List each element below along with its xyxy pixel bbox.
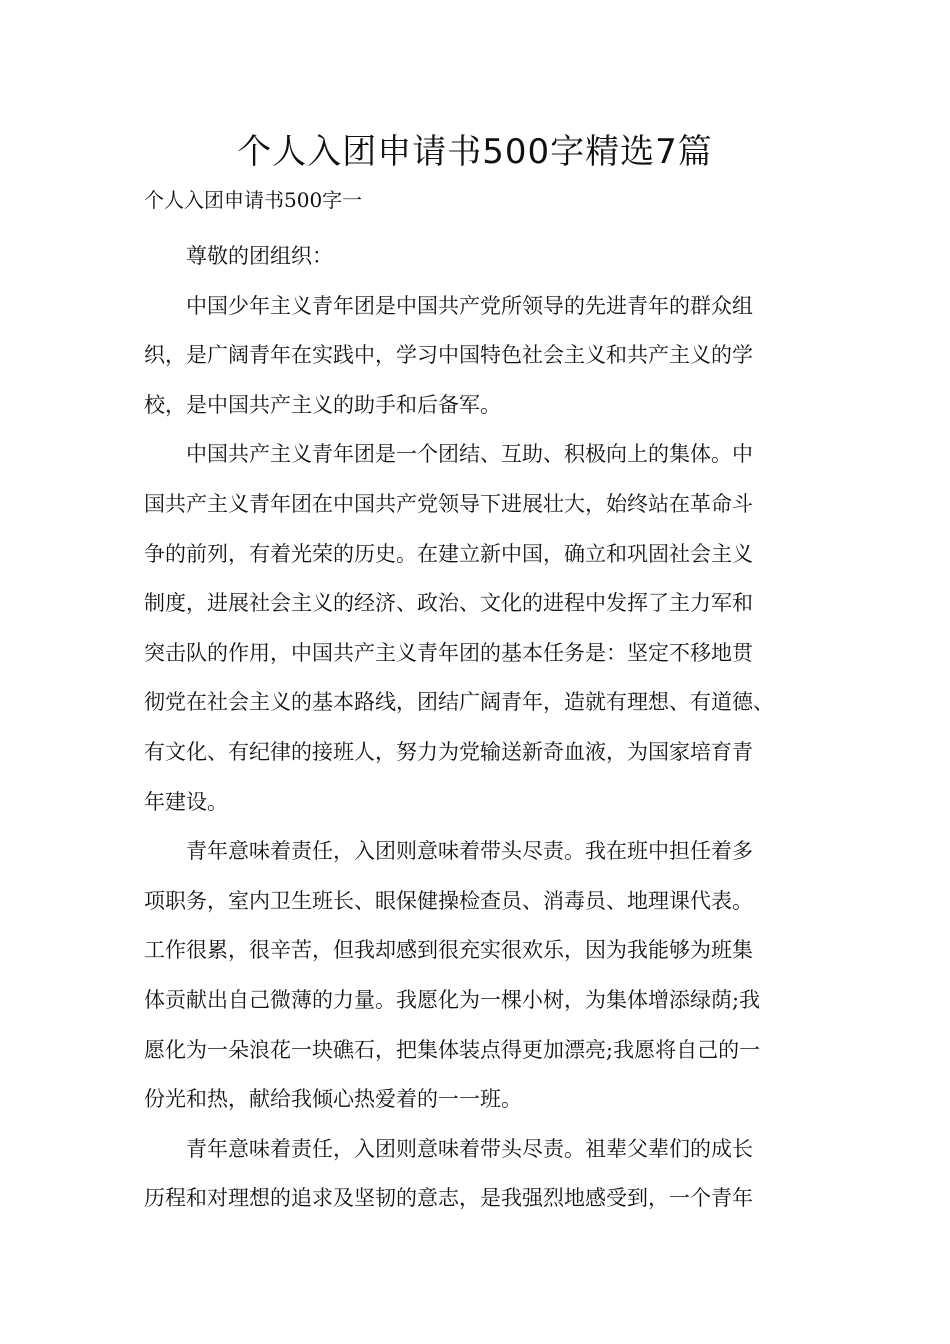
document-body xyxy=(144,232,820,1224)
text-line: 国共产主义青年团在中国共产党领导下进展壮大，始终站在革命斗 xyxy=(144,491,753,516)
text-line: 中国共产主义青年团是一个团结、互助、积极向上的集体。中 xyxy=(186,442,753,467)
text-line: 争的前列，有着光荣的历史。在建立新中国，确立和巩固社会主义 xyxy=(144,541,753,566)
body-paragraph xyxy=(144,430,820,827)
text-line: 年建设。 xyxy=(144,789,228,814)
text-line: 有文化、有纪律的接班人，努力为党输送新奇血液，为国家培育青 xyxy=(144,739,753,764)
section-heading: 个人入团申请书500字一 xyxy=(144,188,363,212)
text-line: 中国少年主义青年团是中国共产党所领导的先进青年的群众组 xyxy=(186,293,753,318)
text-line: 青年意味着责任，入团则意味着带头尽责。我在班中担任着多 xyxy=(186,839,753,864)
body-paragraph xyxy=(144,282,820,431)
body-paragraph xyxy=(144,1125,820,1224)
text-line: 份光和热，献给我倾心热爱着的一一班。 xyxy=(144,1087,522,1112)
text-line: 历程和对理想的追求及坚韧的意志，是我强烈地感受到，一个青年 xyxy=(144,1186,753,1211)
text-line: 愿化为一朵浪花一块礁石，把集体装点得更加漂亮;我愿将自己的一 xyxy=(144,1037,761,1062)
body-paragraph xyxy=(144,827,820,1125)
text-line: 体贡献出自己微薄的力量。我愿化为一棵小树，为集体增添绿荫;我 xyxy=(144,987,761,1012)
text-line: 校，是中国共产主义的助手和后备军。 xyxy=(144,392,501,417)
text-line: 织，是广阔青年在实践中，学习中国特色社会主义和共产主义的学 xyxy=(144,343,753,368)
text-line: 尊敬的团组织： xyxy=(186,244,333,268)
text-line: 青年意味着责任，入团则意味着带头尽责。祖辈父辈们的成长 xyxy=(186,1136,753,1161)
text-line: 工作很累，很辛苦，但我却感到很充实很欢乐，因为我能够为班集 xyxy=(144,938,753,963)
text-line: 突击队的作用，中国共产主义青年团的基本任务是：坚定不移地贯 xyxy=(144,640,753,665)
text-line: 制度，进展社会主义的经济、政治、文化的进程中发挥了主力军和 xyxy=(144,591,753,616)
salutation-paragraph xyxy=(144,232,820,282)
document-title: 个人入团申请书500字精选7篇 xyxy=(237,132,713,172)
text-line: 彻党在社会主义的基本路线，团结广阔青年，造就有理想、有道德、 xyxy=(144,690,774,715)
text-line: 项职务，室内卫生班长、眼保健操检查员、消毒员、地理课代表。 xyxy=(144,888,753,913)
